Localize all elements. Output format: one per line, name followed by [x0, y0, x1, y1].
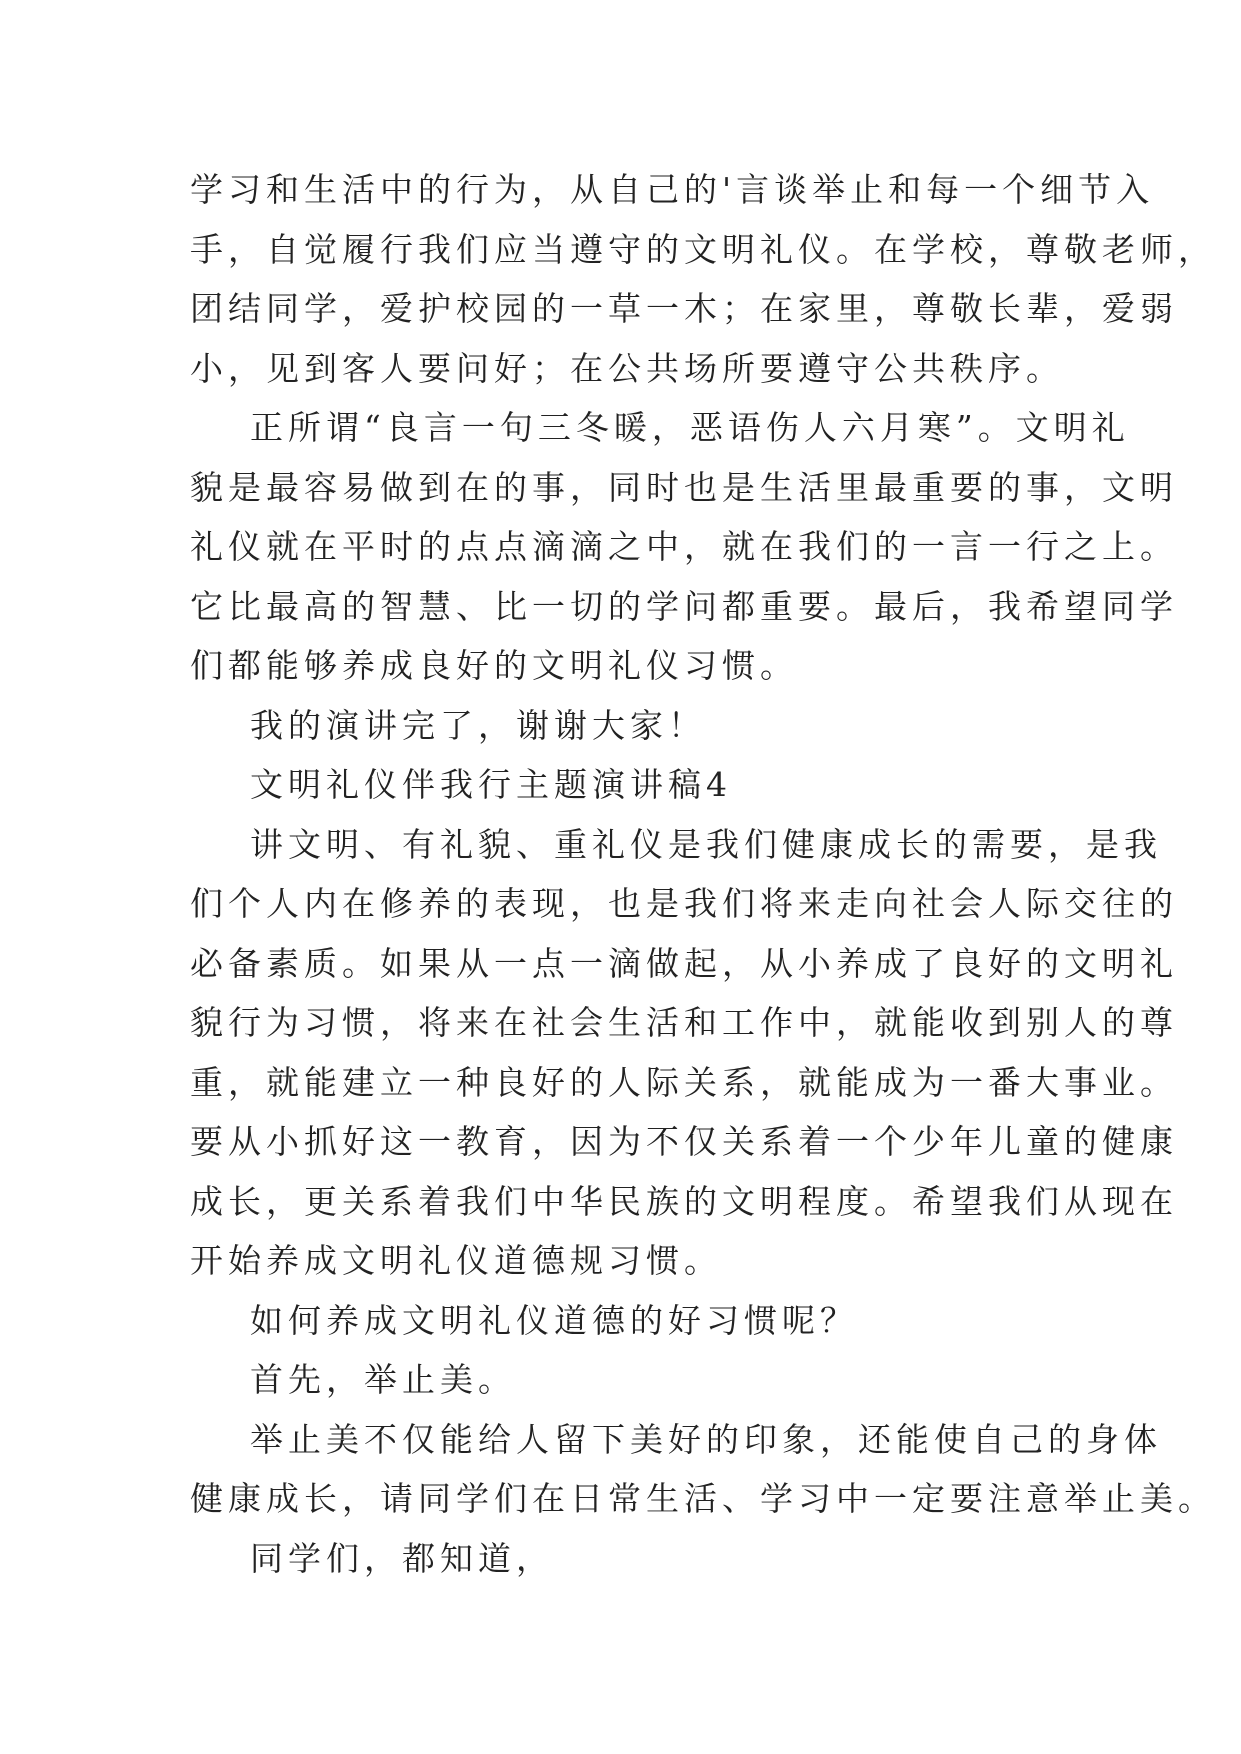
text-line: 手，自觉履行我们应当遵守的文明礼仪。在学校，尊敬老师， [190, 229, 1216, 269]
paragraph-3 [190, 815, 1178, 1291]
text-line: 它比最高的智慧、比一切的学问都重要。最后，我希望同学 [190, 586, 1178, 626]
question-line [190, 1291, 1070, 1351]
text-line: 小，见到客人要问好；在公共场所要遵守公共秩序。 [190, 348, 1064, 388]
text-line: 必备素质。如果从一点一滴做起，从小养成了良好的文明礼 [190, 943, 1178, 983]
text-line: 我的演讲完了，谢谢大家！ [250, 705, 706, 745]
paragraph-4 [190, 1410, 1216, 1529]
point-heading [190, 1350, 1070, 1410]
text-line: 貌行为习惯，将来在社会生活和工作中，就能收到别人的尊 [190, 1003, 1178, 1042]
text-line: 健康成长，请同学们在日常生活、学习中一定要注意举止美。 [190, 1479, 1216, 1518]
text-line: 们个人内在修养的表现，也是我们将来走向社会人际交往的 [190, 884, 1178, 923]
text-line: 正所谓“良言一句三冬暖，恶语伤人六月寒”。文明礼 [250, 408, 1130, 447]
closing-line [190, 696, 1070, 756]
text-line: 学习和生活中的行为，从自己的'言谈举止和每一个细节入 [190, 170, 1155, 209]
text-line: 礼仪就在平时的点点滴滴之中，就在我们的一言一行之上。 [190, 527, 1178, 566]
text-line: 同学们，都知道， [250, 1538, 554, 1578]
paragraph-2 [190, 398, 1178, 696]
text-line: 文明礼仪伴我行主题演讲稿4 [250, 765, 732, 804]
document-body [190, 160, 1216, 1588]
section-title [190, 755, 1070, 815]
paragraph-5 [190, 1529, 1070, 1589]
text-line: 讲文明、有礼貌、重礼仪是我们健康成长的需要，是我 [250, 824, 1162, 864]
paragraph-1 [190, 160, 1216, 398]
text-line: 如何养成文明礼仪道德的好习惯呢？ [250, 1300, 858, 1340]
text-line: 团结同学，爱护校园的一草一木；在家里，尊敬长辈，爱弱 [190, 289, 1178, 328]
text-line: 成长，更关系着我们中华民族的文明程度。希望我们从现在 [190, 1181, 1178, 1221]
text-line: 们都能够养成良好的文明礼仪习惯。 [190, 646, 798, 685]
text-line: 开始养成文明礼仪道德规习惯。 [190, 1241, 722, 1280]
text-line: 貌是最容易做到在的事，同时也是生活里最重要的事，文明 [190, 467, 1178, 507]
text-line: 要从小抓好这一教育，因为不仅关系着一个少年儿童的健康 [190, 1122, 1178, 1161]
text-line: 首先，举止美。 [250, 1360, 516, 1399]
text-line: 重，就能建立一种良好的人际关系，就能成为一番大事业。 [190, 1062, 1178, 1102]
text-line: 举止美不仅能给人留下美好的印象，还能使自己的身体 [250, 1419, 1162, 1459]
